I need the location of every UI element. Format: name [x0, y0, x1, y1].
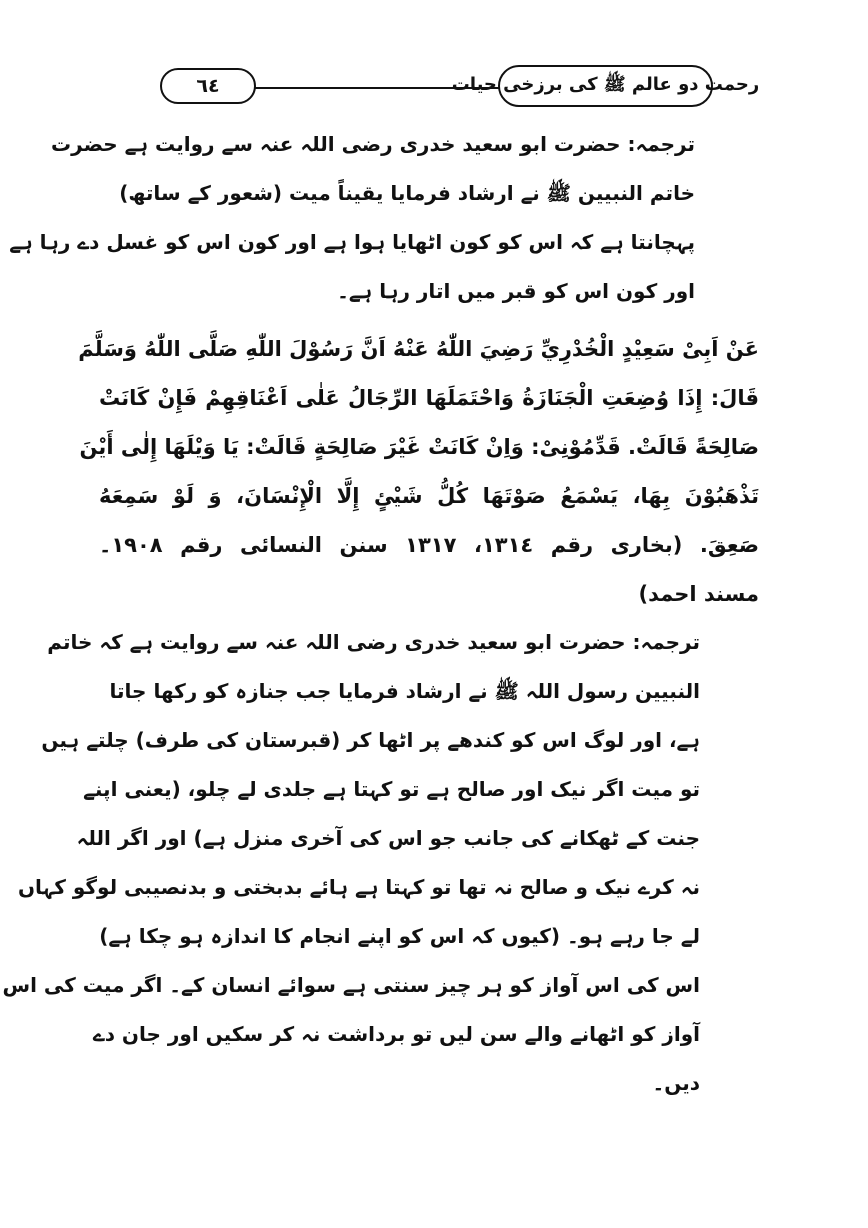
text-line: تَذْهَبُوْنَ بِهَا، يَسْمَعُ صَوْتَهَا كُلُّ شَيْئٍ إِلَّا الْإِنْسَانَ، وَ لَوْ سَمِعَهُ — [99, 484, 759, 508]
text-line: مسند احمد) — [638, 582, 759, 606]
text-line: ترجمہ: حضرت ابو سعید خدری رضی اللہ عنہ سے روایت ہے کہ خاتم — [47, 630, 700, 654]
text-line: تو میت اگر نیک اور صالح ہے تو کہتا ہے جلدی لے چلو، (یعنی اپنے — [83, 777, 700, 801]
text-line: صَعِقَ. (بخاری رقم ١٣١٤، ١٣١٧ سنن النسائی رقم ١٩٠٨۔ — [99, 533, 759, 557]
arabic-hadith-text — [78, 325, 759, 619]
text-line: آواز کو اٹھانے والے سن لیں تو برداشت نہ کر سکیں اور جان دے — [92, 1022, 700, 1046]
text-line: اس کی اس آواز کو ہر چیز سنتی ہے سوائے انسان کے۔ اگر میت کی اس — [2, 973, 700, 997]
urdu-translation-1 — [9, 120, 695, 316]
text-line: ہے، اور لوگ اس کو کندھے پر اٹھا کر (قبرستان کی طرف) چلتے ہیں — [41, 728, 700, 752]
page-header — [0, 62, 868, 112]
text-line: قَالَ: إِذَا وُضِعَتِ الْجَنَازَةُ وَاحْتَمَلَهَا الرِّجَالُ عَلٰى اَعْنَاقِهِمْ فَإِنْ كَانَتْ — [99, 386, 759, 410]
text-line: عَنْ اَبِیْ سَعِیْدٍ الْخُدْرِيِّ رَضِيَ اللّٰهُ عَنْهُ اَنَّ رَسُوْلَ اللّٰهِ صَلَّى اللّٰهُ وَسَلَّمَ — [78, 337, 759, 361]
page-number: ٦٤ — [160, 68, 256, 104]
text-line: دیں۔ — [652, 1071, 700, 1095]
text-line: نہ کرے نیک و صالح نہ تھا تو کہتا ہے ہائے بدبختی و بدنصیبی لوگو کہاں — [17, 875, 700, 899]
running-title: رحمت دو عالم ﷺ کی برزخی حیات — [498, 65, 713, 107]
urdu-translation-2 — [2, 618, 700, 1108]
text-line: خاتم النبیین ﷺ نے ارشاد فرمایا یقیناً میت (شعور کے ساتھ) — [119, 181, 695, 205]
text-line: لے جا رہے ہو۔ (کیوں کہ اس کو اپنے انجام کا اندازہ ہو چکا ہے) — [99, 924, 700, 948]
text-line: پہچانتا ہے کہ اس کو کون اٹھایا ہوا ہے اور کون اس کو غسل دے رہا ہے — [9, 230, 695, 254]
text-line: ترجمہ: حضرت ابو سعید خدری رضی اللہ عنہ سے روایت ہے حضرت — [51, 132, 695, 156]
text-line: صَالِحَةً قَالَتْ. قَدِّمُوْنِیْ: وَاِنْ كَانَتْ غَيْرَ صَالِحَةٍ قَالَتْ: يَا وَيْلَهَا إِلٰى أَيْنَ — [79, 435, 759, 459]
text-line: اور کون اس کو قبر میں اتار رہا ہے۔ — [337, 279, 695, 303]
text-line: جنت کے ٹھکانے کی جانب جو اس کی آخری منزل ہے) اور اگر اللہ — [76, 826, 700, 850]
text-line: النبیین رسول اللہ ﷺ نے ارشاد فرمایا جب جنازہ کو رکھا جاتا — [109, 679, 700, 703]
